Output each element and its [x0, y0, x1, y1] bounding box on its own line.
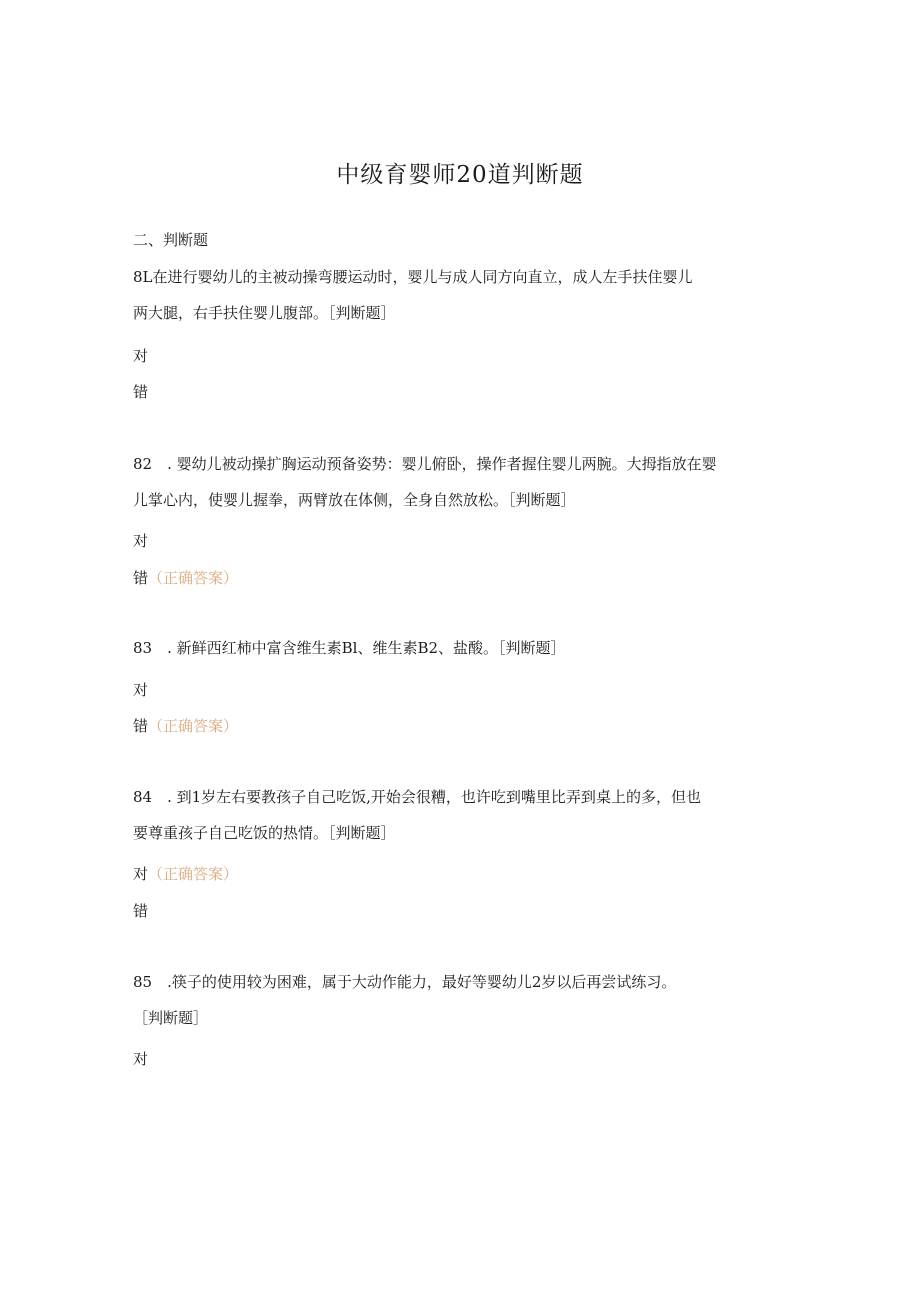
question-5-option-true[interactable]: [133, 1048, 148, 1069]
correct-answer-mark: （正确答案）: [148, 569, 239, 587]
option-label: 对: [133, 681, 149, 699]
question-3-option-true[interactable]: [133, 679, 148, 700]
question-3-option-false[interactable]: [133, 715, 238, 736]
question-2-text-line-2: 儿掌心内，使婴儿握拳，两臂放在体侧，全身自然放松。［判断题］: [133, 491, 576, 509]
question-3-text-line-1: 83 . 新鲜西红柿中富含维生素Bl、维生素B2、盐酸。［判断题］: [133, 639, 566, 657]
option-label: 对: [133, 347, 149, 365]
question-2-text-line-1: 82 . 婴幼儿被动操扩胸运动预备姿势：婴儿俯卧，操作者握住婴儿两腕。大拇指放在婴: [133, 455, 717, 473]
correct-answer-mark: （正确答案）: [148, 865, 239, 883]
question-5-text-line-2: ［判断题］: [133, 1009, 209, 1027]
question-5-text-line-1: 85 .筷子的使用较为困难，属于大动作能力，最好等婴幼儿2岁以后再尝试练习。: [133, 973, 677, 991]
document-title: 中级育婴师20道判断题: [336, 162, 584, 188]
question-1-text-line-1: 8L在进行婴幼儿的主被动操弯腰运动时，婴儿与成人同方向直立，成人左手扶住婴儿: [133, 268, 693, 286]
question-1-option-false[interactable]: [133, 381, 148, 402]
question-1-option-true[interactable]: [133, 345, 148, 366]
option-label: 错: [133, 717, 149, 735]
option-label: 对: [133, 1050, 149, 1068]
option-label: 对: [133, 865, 149, 883]
question-2-option-false[interactable]: [133, 567, 238, 588]
question-4-option-true[interactable]: [133, 863, 238, 884]
option-label: 错: [133, 383, 149, 401]
section-heading: 二、判断题: [133, 231, 209, 249]
question-4-text-line-1: 84 . 到1岁左右要教孩子自己吃饭,开始会很糟，也许吃到嘴里比弄到桌上的多，但也: [133, 788, 701, 806]
question-4-option-false[interactable]: [133, 900, 148, 921]
question-2-option-true[interactable]: [133, 530, 148, 551]
question-1-text-line-2: 两大腿，右手扶住婴儿腹部。［判断题］: [133, 304, 396, 322]
option-label: 对: [133, 532, 149, 550]
option-label: 错: [133, 569, 149, 587]
option-label: 错: [133, 902, 149, 920]
correct-answer-mark: （正确答案）: [148, 717, 239, 735]
question-4-text-line-2: 要尊重孩子自己吃饭的热情。［判断题］: [133, 824, 396, 842]
